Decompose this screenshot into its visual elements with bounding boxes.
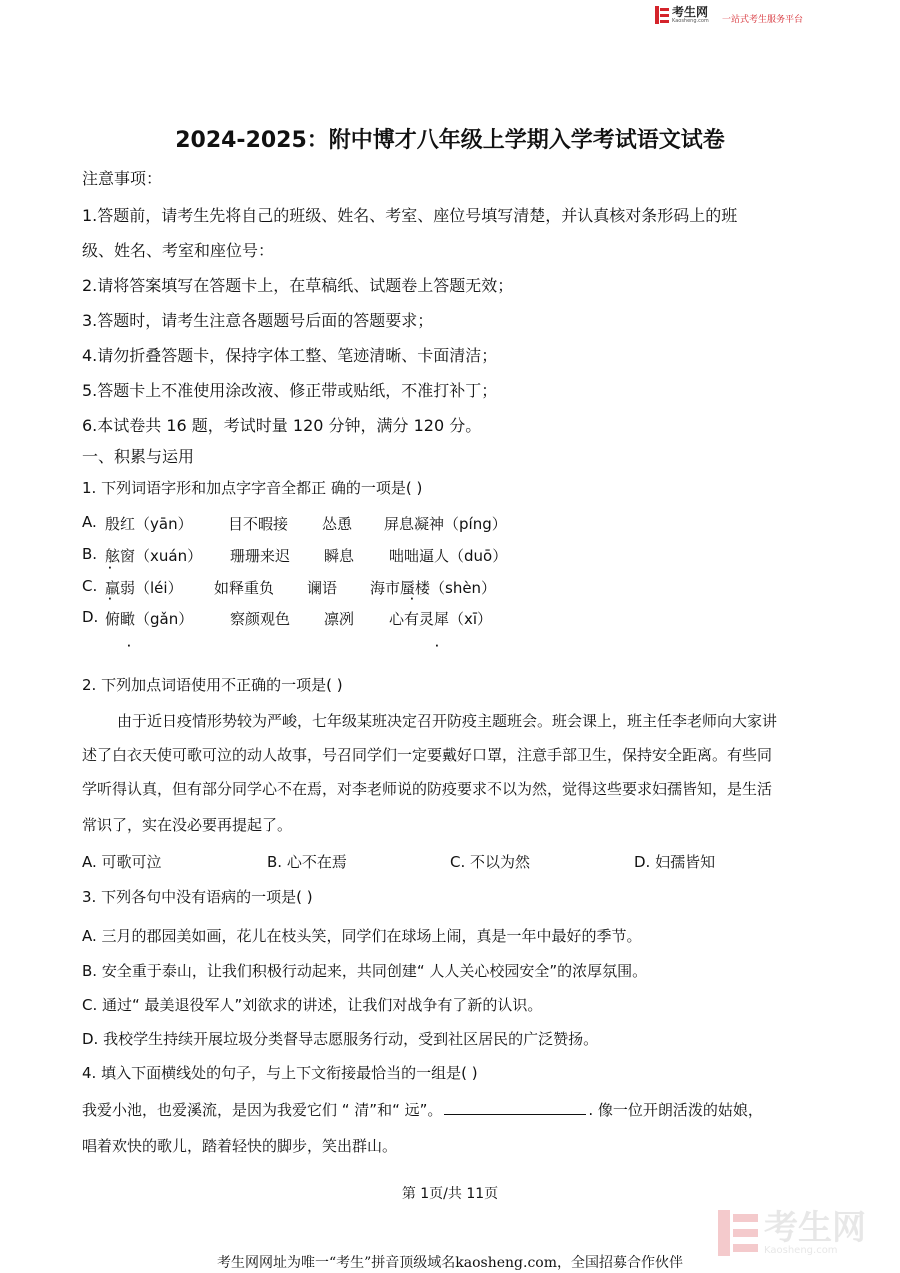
question-4-stem: 4. 填入下面横线处的句子，与上下文衔接最恰当的一组是( ): [82, 1064, 478, 1082]
watermark-domain: Kaosheng.com: [764, 1244, 838, 1256]
q1-option-c-word3: 谰语: [307, 579, 338, 597]
section-heading: 一、积累与运用: [82, 447, 195, 466]
q3-option-d: D. 我校学生持续开展垃圾分类督导志愿服务行动，受到社区居民的广泛赞扬。: [82, 1030, 599, 1048]
q1-option-d-word3: 凛冽: [324, 610, 355, 628]
q1-option-a-word4: 屏息凝神（píng）: [384, 515, 507, 533]
q1-option-d-word2: 察颜观色: [230, 610, 291, 628]
q2-passage-line-1: 由于近日疫情形势较为严峻，七年级某班决定召开防疫主题班会。班会课上，班主任李老师向大家讲: [117, 712, 778, 730]
q1-option-d-letter: D.: [82, 608, 99, 626]
emphasis-dot: ·: [127, 641, 131, 652]
q1-option-a-word1: 殷红（yān）: [105, 515, 193, 533]
logo-name: 考生网: [672, 5, 709, 19]
q4-passage-line-1: [82, 1099, 763, 1120]
watermark-logo: [718, 1207, 866, 1256]
logo-domain: Kaosheng.com: [672, 18, 709, 24]
q3-option-b: B. 安全重于泰山，让我们积极行动起来，共同创建“ 人人关心校园安全”的浓厚氛围。: [82, 962, 648, 980]
bottom-banner: 考生网网址为唯一“考生”拼音顶级域名kaosheng.com，全国招募合作伙伴: [216, 1255, 684, 1271]
q1-option-b-letter: B.: [82, 545, 98, 563]
q1-option-b-word4: 咄咄逼人（duō）: [389, 547, 508, 565]
question-2-stem: 2. 下列加点词语使用不正确的一项是( ): [82, 676, 343, 694]
q1-option-c-word4: 海市蜃楼（shèn）: [370, 579, 497, 597]
q1-option-d-word1: 俯瞰（gǎn）: [105, 610, 194, 628]
emphasis-dot: ·: [410, 594, 414, 605]
logo-mark-icon: [655, 6, 669, 24]
notice-item-4: 4.请勿折叠答题卡，保持字体工整、笔迹清晰、卡面清洁；: [82, 346, 498, 365]
q3-option-a: A. 三月的郡园美如画，花儿在枝头笑，同学们在球场上闹，真是一年中最好的季节。: [82, 927, 642, 945]
question-1-stem: 1. 下列词语字形和加点字字音全都正 确的一项是( ): [82, 479, 423, 497]
q1-option-b-word1: 舷窗（xuán）: [105, 547, 203, 565]
q1-option-c-word2: 如释重负: [214, 579, 275, 597]
page-title: 2024-2025：附中博才八年级上学期入学考试语文试卷: [175, 128, 725, 153]
q1-option-d-word4: 心有灵犀（xī）: [389, 610, 493, 628]
notice-item-5: 5.答题卡上不准使用涂改液、修正带或贴纸，不准打补丁；: [82, 381, 498, 400]
q4-passage-start: 我爱小池，也爱溪流，是因为我爱它们 “ 清”和“ 远”。: [82, 1101, 443, 1119]
page-number: 第 1页/共 11页: [401, 1186, 499, 1202]
q1-option-a-letter: A.: [82, 513, 97, 531]
q4-passage-end: . 像一位开朗活泼的姑娘，: [588, 1101, 763, 1119]
q1-option-a-word2: 目不暇接: [228, 515, 289, 533]
notice-item-1-cont: 级、姓名、考室和座位号：: [82, 241, 275, 260]
emphasis-dot: ·: [108, 563, 112, 574]
q2-passage-line-2: 述了白衣天使可歌可泣的动人故事，号召同学们一定要戴好口罩，注意手部卫生，保持安全距离。有些同: [82, 746, 773, 764]
question-3-stem: 3. 下列各句中没有语病的一项是( ): [82, 888, 313, 906]
answer-blank: [444, 1101, 586, 1115]
notice-item-3: 3.答题时，请考生注意各题题号后面的答题要求；: [82, 311, 434, 330]
watermark-mark-icon: [718, 1210, 758, 1256]
notice-item-2: 2.请将答案填写在答题卡上，在草稿纸、试题卷上答题无效；: [82, 276, 514, 295]
q2-passage-line-3: 学听得认真，但有部分同学心不在焉，对李老师说的防疫要求不以为然，觉得这些要求妇孺皆知，是生活: [82, 780, 773, 798]
q1-option-c-word1: 羸弱（léi）: [105, 579, 183, 597]
q4-passage-line-2: 唱着欢快的歌儿，踏着轻快的脚步，笑出群山。: [82, 1137, 398, 1155]
notice-item-6: 6.本试卷共 16 题，考试时量 120 分钟，满分 120 分。: [82, 416, 482, 435]
emphasis-dot: ·: [108, 594, 112, 605]
q2-option-b: B. 心不在焉: [267, 853, 347, 871]
q2-passage-line-4: 常识了，实在没必要再提起了。: [82, 816, 293, 834]
header-slogan: 一站式考生服务平台: [722, 15, 804, 25]
q2-option-d: D. 妇孺皆知: [634, 853, 716, 871]
q3-option-c: C. 通过“ 最美退役军人”刘欲求的讲述，让我们对战争有了新的认识。: [82, 996, 543, 1014]
q2-option-c: C. 不以为然: [450, 853, 531, 871]
q1-option-b-word2: 珊珊来迟: [230, 547, 291, 565]
watermark-name: 考生网: [764, 1207, 866, 1248]
q1-option-a-word3: 怂恿: [322, 515, 353, 533]
q1-option-b-word3: 瞬息: [324, 547, 355, 565]
site-logo[interactable]: [655, 6, 709, 24]
notice-item-1: 1.答题前，请考生先将自己的班级、姓名、考室、座位号填写清楚，并认真核对条形码上的班: [82, 206, 738, 225]
q2-option-a: A. 可歌可泣: [82, 853, 162, 871]
q1-option-c-letter: C.: [82, 577, 98, 595]
emphasis-dot: ·: [435, 641, 439, 652]
notice-heading: 注意事项：: [82, 169, 163, 188]
